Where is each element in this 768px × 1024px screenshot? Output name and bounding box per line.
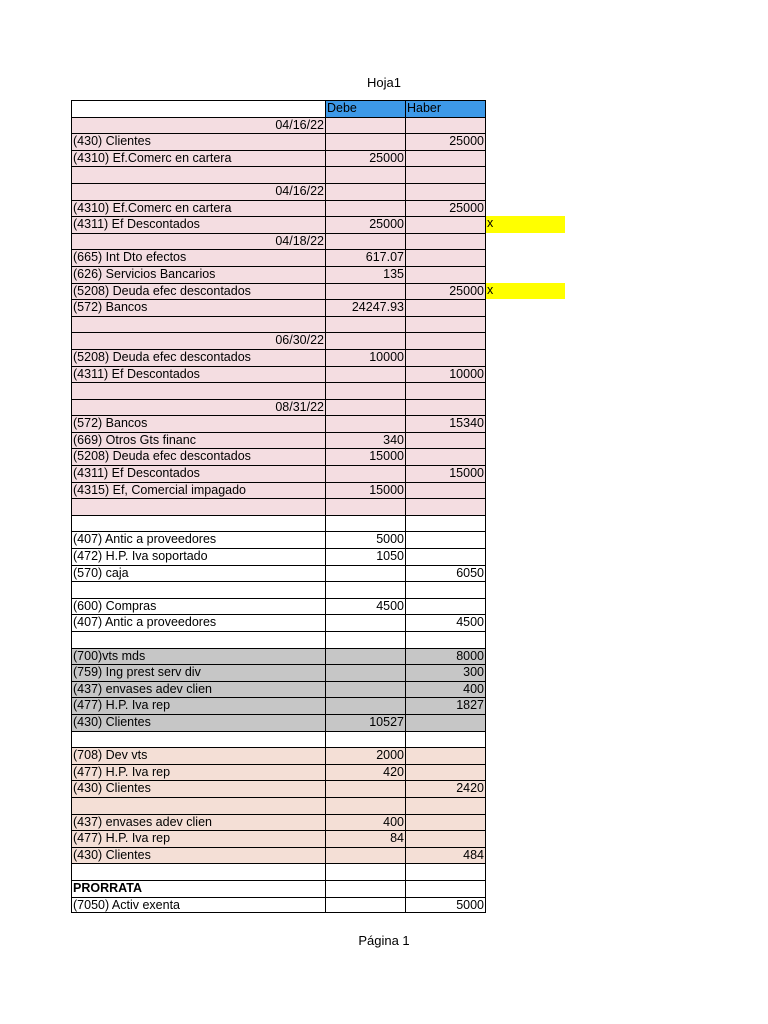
- debe-cell[interactable]: 25000: [325, 216, 405, 233]
- header-cell-account[interactable]: [71, 100, 325, 117]
- haber-cell[interactable]: [405, 349, 486, 366]
- haber-cell[interactable]: 8000: [405, 648, 486, 665]
- haber-cell[interactable]: [405, 117, 486, 134]
- haber-cell[interactable]: [405, 382, 486, 399]
- debe-cell[interactable]: [325, 183, 405, 200]
- account-cell[interactable]: (4315) Ef, Comercial impagado: [71, 482, 325, 499]
- haber-cell[interactable]: 25000: [405, 283, 486, 300]
- debe-cell[interactable]: [325, 581, 405, 598]
- haber-cell[interactable]: [405, 482, 486, 499]
- debe-cell[interactable]: [325, 366, 405, 383]
- haber-cell[interactable]: [405, 150, 486, 167]
- debe-cell[interactable]: [325, 382, 405, 399]
- debe-cell[interactable]: 15000: [325, 482, 405, 499]
- account-cell[interactable]: [71, 631, 325, 648]
- account-cell[interactable]: (430) Clientes: [71, 133, 325, 150]
- debe-cell[interactable]: [325, 631, 405, 648]
- account-cell[interactable]: (407) Antic a proveedores: [71, 531, 325, 548]
- account-cell[interactable]: (5208) Deuda efec descontados: [71, 349, 325, 366]
- haber-cell[interactable]: 484: [405, 847, 486, 864]
- debe-cell[interactable]: [325, 863, 405, 880]
- account-cell[interactable]: (4310) Ef.Comerc en cartera: [71, 200, 325, 217]
- debe-cell[interactable]: [325, 897, 405, 914]
- entry-date-cell[interactable]: 08/31/22: [71, 399, 325, 416]
- haber-cell[interactable]: 1827: [405, 697, 486, 714]
- haber-cell[interactable]: [405, 399, 486, 416]
- entry-date-cell[interactable]: 06/30/22: [71, 332, 325, 349]
- account-cell[interactable]: (437) envases adev clien: [71, 814, 325, 831]
- debe-cell[interactable]: 400: [325, 814, 405, 831]
- debe-cell[interactable]: [325, 648, 405, 665]
- highlight-mark-cell[interactable]: x: [486, 283, 565, 300]
- debe-cell[interactable]: [325, 515, 405, 532]
- debe-cell[interactable]: [325, 565, 405, 582]
- haber-cell[interactable]: [405, 216, 486, 233]
- account-cell[interactable]: (477) H.P. Iva rep: [71, 830, 325, 847]
- account-cell[interactable]: (572) Bancos: [71, 415, 325, 432]
- header-cell-debe[interactable]: Debe: [325, 100, 405, 117]
- debe-cell[interactable]: 15000: [325, 448, 405, 465]
- haber-cell[interactable]: [405, 764, 486, 781]
- account-cell[interactable]: [71, 863, 325, 880]
- debe-cell[interactable]: [325, 233, 405, 250]
- entry-date-cell[interactable]: 04/16/22: [71, 117, 325, 134]
- debe-cell[interactable]: [325, 664, 405, 681]
- haber-cell[interactable]: [405, 316, 486, 333]
- account-cell[interactable]: (4311) Ef Descontados: [71, 216, 325, 233]
- debe-cell[interactable]: [325, 316, 405, 333]
- account-cell[interactable]: [71, 581, 325, 598]
- debe-cell[interactable]: [325, 283, 405, 300]
- haber-cell[interactable]: 2420: [405, 780, 486, 797]
- account-cell[interactable]: (700)vts mds: [71, 648, 325, 665]
- haber-cell[interactable]: [405, 183, 486, 200]
- sheet-title: Hoja1: [367, 75, 401, 90]
- haber-cell[interactable]: 400: [405, 681, 486, 698]
- account-cell[interactable]: (5208) Deuda efec descontados: [71, 283, 325, 300]
- debe-cell[interactable]: [325, 847, 405, 864]
- debe-cell[interactable]: 10000: [325, 349, 405, 366]
- debe-cell[interactable]: [325, 731, 405, 748]
- haber-cell[interactable]: [405, 548, 486, 565]
- account-cell[interactable]: (430) Clientes: [71, 714, 325, 731]
- haber-cell[interactable]: [405, 880, 486, 897]
- account-cell[interactable]: (477) H.P. Iva rep: [71, 697, 325, 714]
- account-cell[interactable]: (600) Compras: [71, 598, 325, 615]
- debe-cell[interactable]: [325, 697, 405, 714]
- debe-cell[interactable]: 25000: [325, 150, 405, 167]
- debe-cell[interactable]: 617.07: [325, 249, 405, 266]
- debe-cell[interactable]: [325, 614, 405, 631]
- haber-cell[interactable]: [405, 432, 486, 449]
- account-cell[interactable]: (430) Clientes: [71, 847, 325, 864]
- account-cell[interactable]: (759) Ing prest serv div: [71, 664, 325, 681]
- account-cell[interactable]: (472) H.P. Iva soportado: [71, 548, 325, 565]
- debe-cell[interactable]: 1050: [325, 548, 405, 565]
- debe-cell[interactable]: [325, 166, 405, 183]
- haber-cell[interactable]: [405, 731, 486, 748]
- haber-cell[interactable]: 15340: [405, 415, 486, 432]
- haber-cell[interactable]: 5000: [405, 897, 486, 914]
- debe-cell[interactable]: 2000: [325, 747, 405, 764]
- haber-cell[interactable]: [405, 266, 486, 283]
- haber-cell[interactable]: [405, 830, 486, 847]
- haber-cell[interactable]: 15000: [405, 465, 486, 482]
- account-cell[interactable]: (572) Bancos: [71, 299, 325, 316]
- haber-cell[interactable]: 25000: [405, 133, 486, 150]
- account-cell[interactable]: [71, 498, 325, 515]
- haber-cell[interactable]: [405, 598, 486, 615]
- debe-cell[interactable]: [325, 780, 405, 797]
- haber-cell[interactable]: [405, 814, 486, 831]
- account-cell[interactable]: [71, 515, 325, 532]
- account-cell[interactable]: (477) H.P. Iva rep: [71, 764, 325, 781]
- account-cell[interactable]: (665) Int Dto efectos: [71, 249, 325, 266]
- account-cell[interactable]: (4311) Ef Descontados: [71, 465, 325, 482]
- debe-cell[interactable]: 10527: [325, 714, 405, 731]
- account-cell[interactable]: [71, 382, 325, 399]
- highlight-mark-cell[interactable]: x: [486, 216, 565, 233]
- entry-date-cell[interactable]: 04/16/22: [71, 183, 325, 200]
- account-cell[interactable]: (430) Clientes: [71, 780, 325, 797]
- haber-cell[interactable]: 25000: [405, 200, 486, 217]
- debe-cell[interactable]: 24247.93: [325, 299, 405, 316]
- haber-cell[interactable]: [405, 531, 486, 548]
- account-cell[interactable]: (626) Servicios Bancarios: [71, 266, 325, 283]
- debe-cell[interactable]: 5000: [325, 531, 405, 548]
- haber-cell[interactable]: [405, 332, 486, 349]
- debe-cell[interactable]: [325, 133, 405, 150]
- debe-cell[interactable]: 4500: [325, 598, 405, 615]
- haber-cell[interactable]: [405, 498, 486, 515]
- header-cell-haber[interactable]: Haber: [405, 100, 486, 117]
- haber-cell[interactable]: [405, 747, 486, 764]
- debe-cell[interactable]: [325, 797, 405, 814]
- haber-cell[interactable]: [405, 233, 486, 250]
- haber-cell[interactable]: 300: [405, 664, 486, 681]
- account-cell[interactable]: (407) Antic a proveedores: [71, 614, 325, 631]
- haber-cell[interactable]: [405, 166, 486, 183]
- page-footer: Página 1: [358, 933, 410, 948]
- debe-cell[interactable]: [325, 117, 405, 134]
- debe-cell[interactable]: [325, 498, 405, 515]
- haber-cell[interactable]: [405, 714, 486, 731]
- debe-cell[interactable]: 420: [325, 764, 405, 781]
- account-cell[interactable]: (4311) Ef Descontados: [71, 366, 325, 383]
- debe-cell[interactable]: [325, 200, 405, 217]
- debe-cell[interactable]: 84: [325, 830, 405, 847]
- account-cell[interactable]: (4310) Ef.Comerc en cartera: [71, 150, 325, 167]
- entry-date-cell[interactable]: 04/18/22: [71, 233, 325, 250]
- account-cell[interactable]: (570) caja: [71, 565, 325, 582]
- haber-cell[interactable]: [405, 299, 486, 316]
- account-cell[interactable]: PRORRATA: [71, 880, 325, 897]
- haber-cell[interactable]: 10000: [405, 366, 486, 383]
- haber-cell[interactable]: 4500: [405, 614, 486, 631]
- haber-cell[interactable]: [405, 631, 486, 648]
- haber-cell[interactable]: 6050: [405, 565, 486, 582]
- debe-cell[interactable]: 135: [325, 266, 405, 283]
- account-cell[interactable]: [71, 797, 325, 814]
- haber-cell[interactable]: [405, 863, 486, 880]
- account-cell[interactable]: (7050) Activ exenta: [71, 897, 325, 914]
- haber-cell[interactable]: [405, 797, 486, 814]
- account-cell[interactable]: (5208) Deuda efec descontados: [71, 448, 325, 465]
- debe-cell[interactable]: [325, 681, 405, 698]
- haber-cell[interactable]: [405, 249, 486, 266]
- debe-cell[interactable]: 340: [325, 432, 405, 449]
- account-cell[interactable]: (708) Dev vts: [71, 747, 325, 764]
- account-cell[interactable]: (669) Otros Gts financ: [71, 432, 325, 449]
- debe-cell[interactable]: [325, 332, 405, 349]
- account-cell[interactable]: [71, 316, 325, 333]
- debe-cell[interactable]: [325, 880, 405, 897]
- haber-cell[interactable]: [405, 581, 486, 598]
- haber-cell[interactable]: [405, 515, 486, 532]
- account-cell[interactable]: [71, 731, 325, 748]
- account-cell[interactable]: (437) envases adev clien: [71, 681, 325, 698]
- debe-cell[interactable]: [325, 465, 405, 482]
- debe-cell[interactable]: [325, 399, 405, 416]
- haber-cell[interactable]: [405, 448, 486, 465]
- account-cell[interactable]: [71, 166, 325, 183]
- debe-cell[interactable]: [325, 415, 405, 432]
